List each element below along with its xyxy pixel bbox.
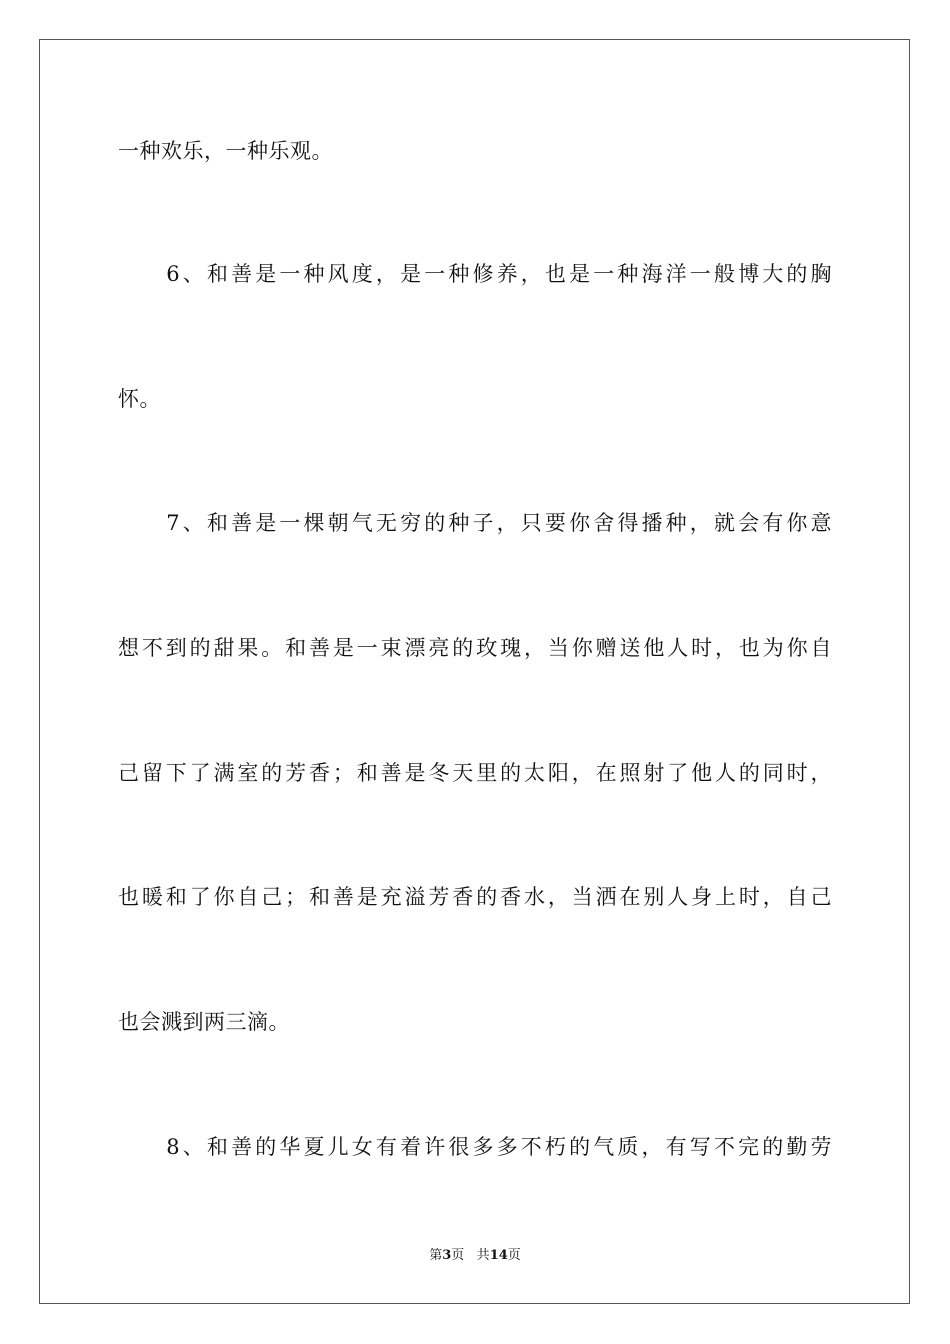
text-line: 也暖和了你自己；和善是充溢芳香的香水，当洒在别人身上时，自己: [118, 885, 832, 909]
page-footer: [0, 1247, 950, 1265]
footer-total-prefix: 共: [476, 1248, 490, 1263]
text-line: 8、和善的华夏儿女有着许很多多不朽的气质，有写不完的勤劳: [118, 1135, 832, 1159]
text-line: 也会溅到两三滴。: [118, 1010, 290, 1034]
footer-total-suffix: 页: [507, 1248, 521, 1263]
text-line: 一种欢乐，一种乐观。: [118, 139, 333, 163]
text-line: 怀。: [118, 387, 161, 411]
text-line: 7、和善是一棵朝气无穷的种子，只要你舍得播种，就会有你意: [118, 511, 832, 535]
footer-total-pages: 14: [489, 1248, 508, 1263]
text-line: 想不到的甜果。和善是一束漂亮的玫瑰，当你赠送他人时，也为你自: [118, 636, 832, 660]
footer-page-suffix: 页: [451, 1248, 465, 1263]
footer-page-number: 3: [442, 1248, 452, 1263]
text-line: 己留下了满室的芳香；和善是冬天里的太阳，在照射了他人的同时，: [118, 761, 832, 785]
footer-page-prefix: 第: [429, 1248, 443, 1263]
page-frame: [39, 39, 910, 1304]
text-line: 6、和善是一种风度，是一种修养，也是一种海洋一般博大的胸: [118, 262, 832, 286]
